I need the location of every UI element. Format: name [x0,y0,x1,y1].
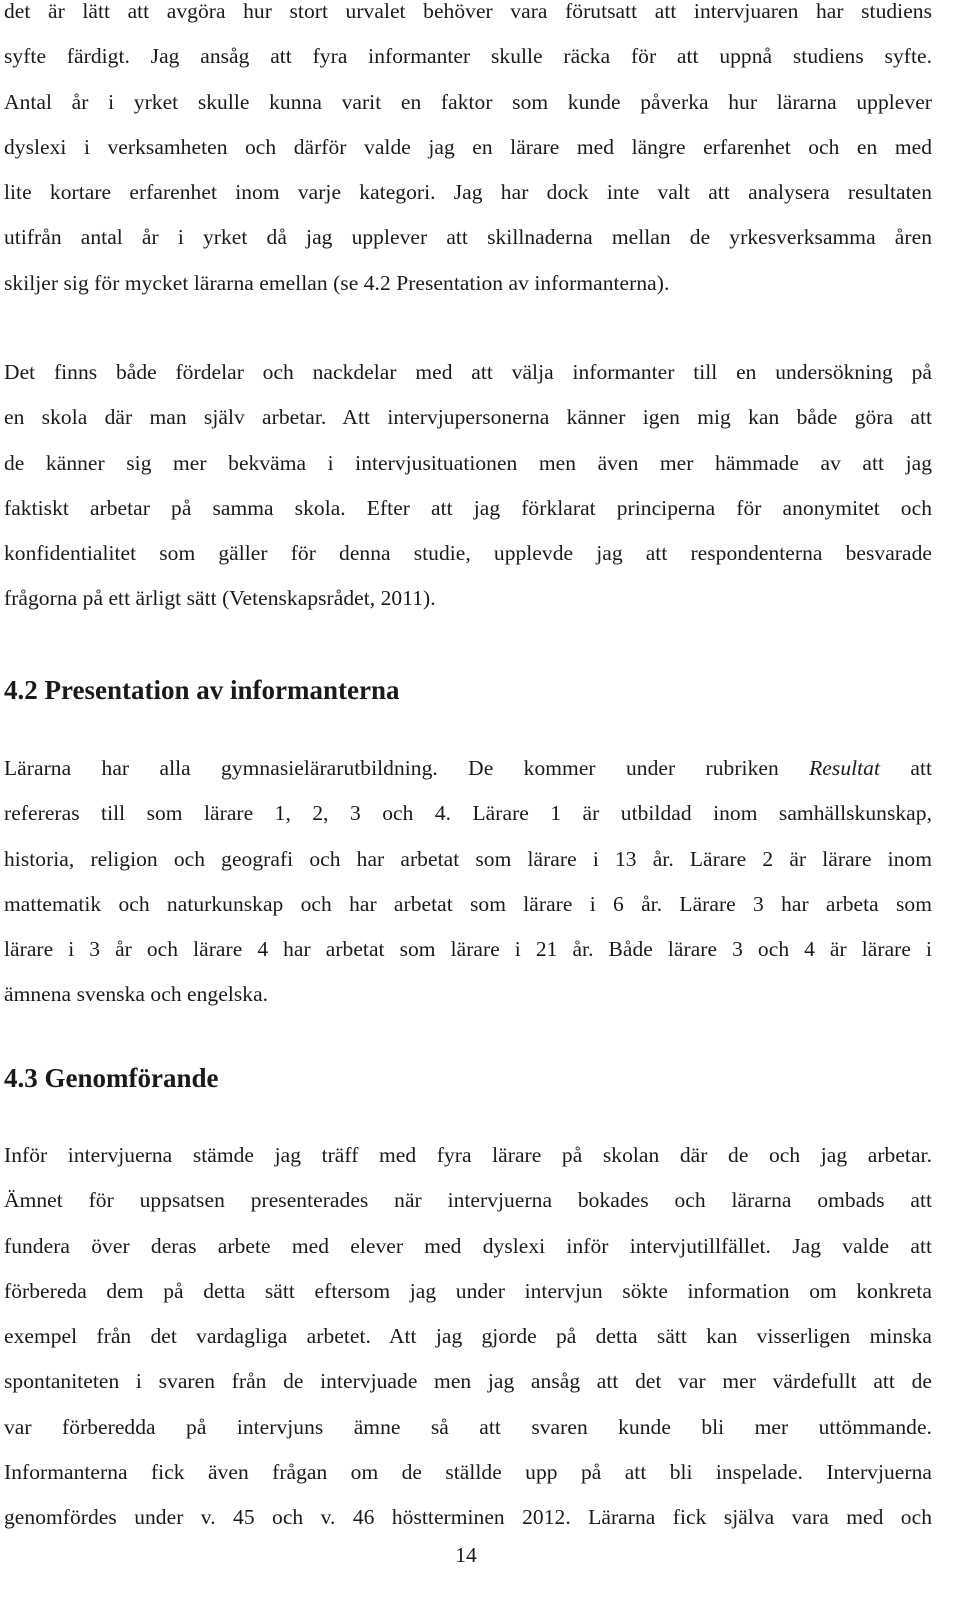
text-span: Lärarna har alla gymnasielärarutbildning. De kommer under rubriken [4,756,779,780]
text-line: faktiskt arbetar på samma skola. Efter att jag förklarat principerna för anonymitet och [4,495,932,520]
text-line: syfte färdigt. Jag ansåg att fyra informanter skulle räcka för att uppnå studiens syfte. [4,44,932,69]
text-line: Informanterna fick även frågan om de ställde upp på att bli inspelade. Intervjuerna [4,1460,932,1485]
text-span: att [910,756,932,780]
text-line: Inför intervjuerna stämde jag träff med fyra lärare på skolan där de och jag arbetar. [4,1143,932,1167]
text-line: var förberedda på intervjuns ämne så att svaren kunde bli mer uttömmande. [4,1414,932,1439]
text-line: mattematik och naturkunskap och har arbetat som lärare i 6 år. Lärare 3 har arbeta som [4,891,932,916]
text-line: Ämnet för uppsatsen presenterades när intervjuerna bokades och lärarna ombads att [4,1188,932,1213]
text-line: det är lätt att avgöra hur stort urvalet behöver vara förutsatt att intervjuaren har studiens [4,0,932,23]
text-line: exempel från det vardagliga arbetet. Att jag gjorde på detta sätt kan visserligen minska [4,1324,932,1349]
text-line: lärare i 3 år och lärare 4 har arbetat som lärare i 21 år. Både lärare 3 och 4 är lärare i [4,937,932,962]
text-line: frågorna på ett ärligt sätt (Vetenskapsrådet, 2011). [4,586,436,611]
section-heading-presentation: 4.2 Presentation av informanterna [4,675,400,705]
text-line: skiljer sig för mycket lärarna emellan (se 4.2 Presentation av informanterna). [4,270,670,295]
page-number: 14 [455,1543,477,1567]
text-line: refereras till som lärare 1, 2, 3 och 4. Lärare 1 är utbildad inom samhällskunskap, [4,801,932,826]
paragraph-fordelar [4,350,932,622]
text-line: spontaniteten i svaren från de intervjuade men jag ansåg att det var mer värdefullt att de [4,1369,932,1394]
text-line: utifrån antal år i yrket då jag upplever att skillnaderna mellan de yrkesverksamma åren [4,225,932,250]
text-line: dyslexi i verksamheten och därför valde jag en lärare med längre erfarenhet och en med [4,134,932,159]
text-line: genomfördes under v. 45 och v. 46 höstterminen 2012. Lärarna fick själva vara med och [4,1505,932,1530]
paragraph-presentation [4,746,932,1018]
text-line: fundera över deras arbete med elever med dyslexi inför intervjutillfället. Jag valde att [4,1233,932,1258]
text-line: förbereda dem på detta sätt eftersom jag under intervjun sökte information om konkreta [4,1278,932,1303]
text-line: Antal år i yrket skulle kunna varit en faktor som kunde påverka hur lärarna upplever [4,89,932,114]
paragraph-genomforande [4,1133,932,1541]
text-line: historia, religion och geografi och har arbetat som lärare i 13 år. Lärare 2 är lärare inom [4,846,932,871]
paragraph-urval [4,0,932,306]
text-line: konfidentialitet som gäller för denna studie, upplevde jag att respondenterna besvarade [4,541,932,566]
section-heading-genomforande: 4.3 Genomförande [4,1063,219,1093]
text-line [4,746,932,791]
text-line: de känner sig mer bekväma i intervjusituationen men även mer hämmade av att jag [4,450,932,475]
text-line: Det finns både fördelar och nackdelar med att välja informanter till en undersökning på [4,360,932,384]
text-line: ämnena svenska och engelska. [4,982,269,1007]
text-line: lite kortare erfarenhet inom varje kategori. Jag har dock inte valt att analysera resultaten [4,180,932,205]
text-line: en skola där man själv arbetar. Att intervjupersonerna känner igen mig kan både göra att [4,405,932,430]
italic-term: Resultat [809,756,880,780]
